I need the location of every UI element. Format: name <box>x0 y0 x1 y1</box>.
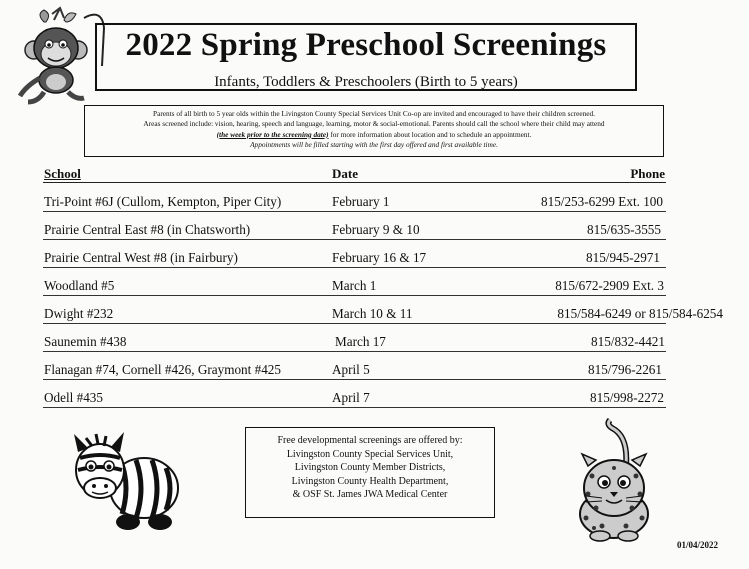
row-rule <box>43 351 666 352</box>
row-phone: 815/635-3555 <box>587 222 661 237</box>
row-rule <box>43 211 666 212</box>
row-phone: 815/253-6299 Ext. 100 <box>541 194 663 209</box>
row-school: Tri-Point #6J (Cullom, Kempton, Piper City) <box>44 194 282 209</box>
row-school: Flanagan #74, Cornell #426, Graymont #425 <box>44 362 281 377</box>
row-phone: 815/998-2272 <box>590 390 664 405</box>
note-line: Livingston County Health Department, <box>291 475 449 487</box>
row-rule <box>43 295 666 296</box>
row-date: February 16 & 17 <box>332 250 427 265</box>
row-school: Woodland #5 <box>44 278 115 293</box>
row-rule <box>43 267 666 268</box>
row-school: Prairie Central West #8 (in Fairbury) <box>44 250 238 265</box>
table-row <box>0 362 749 386</box>
row-rule <box>43 379 666 380</box>
table-row <box>0 334 749 358</box>
row-rule <box>43 323 666 324</box>
info-line-2: Areas screened include: vision, hearing, speech and language, learning, motor & social-emotional. Parents should call the school where their child may attend <box>143 119 605 129</box>
table-row <box>0 306 749 330</box>
row-phone: 815/945-2971 <box>586 250 660 265</box>
row-phone: 815/672-2909 Ext. 3 <box>555 278 664 293</box>
sponsor-note-box <box>245 427 495 518</box>
info-emphasis: (the week prior to the screening date) <box>216 129 329 139</box>
header-school: School <box>44 166 81 181</box>
date-stamp: 01/04/2022 <box>677 540 719 550</box>
leopard-icon <box>572 418 658 542</box>
info-line-3 <box>85 130 663 140</box>
info-line-3-rest: for more information about location and to schedule an appointment. <box>328 129 532 139</box>
note-line: Free developmental screenings are offered by: <box>277 435 463 446</box>
row-date: April 7 <box>332 390 370 405</box>
monkey-icon <box>14 6 106 106</box>
table-row <box>0 278 749 302</box>
row-date: March 1 <box>332 278 377 293</box>
row-date: March 17 <box>335 334 386 349</box>
table-row <box>0 194 749 218</box>
row-date: March 10 & 11 <box>332 306 413 321</box>
row-date: April 5 <box>332 362 370 377</box>
info-line-1: Parents of all birth to 5 year olds within the Livingston County Special Services Unit Co-op are invited and encouraged to have their children screened. <box>153 109 595 118</box>
row-date: February 1 <box>332 194 390 209</box>
header-phone: Phone <box>630 166 665 181</box>
row-school: Dwight #232 <box>44 306 114 321</box>
table-row <box>0 390 749 414</box>
table-row <box>0 222 749 246</box>
info-line-4: Appointments will be filled starting with the first day offered and first available time. <box>250 139 498 149</box>
header-date: Date <box>332 166 358 181</box>
row-rule <box>43 407 666 408</box>
row-school: Odell #435 <box>44 390 103 405</box>
header-rule <box>43 182 666 183</box>
note-line: Livingston County Member Districts, <box>294 462 446 473</box>
zebra-icon <box>66 428 182 534</box>
row-rule <box>43 239 666 240</box>
note-line: & OSF St. James JWA Medical Center <box>292 489 448 500</box>
row-phone: 815/832-4421 <box>591 334 665 349</box>
row-phone: 815/796-2261 <box>588 362 662 377</box>
page-title: 2022 Spring Preschool Screenings <box>125 27 607 63</box>
row-school: Prairie Central East #8 (in Chatsworth) <box>44 222 251 237</box>
row-school: Saunemin #438 <box>44 334 127 349</box>
page-subtitle: Infants, Toddlers & Preschoolers (Birth to 5 years) <box>214 74 518 90</box>
row-phone: 815/584-6249 or 815/584-6254 <box>557 306 723 321</box>
info-box <box>84 105 664 157</box>
note-line: Livingston County Special Services Unit, <box>286 448 454 460</box>
row-date: February 9 & 10 <box>332 222 420 237</box>
table-row <box>0 250 749 274</box>
title-box <box>95 23 637 91</box>
